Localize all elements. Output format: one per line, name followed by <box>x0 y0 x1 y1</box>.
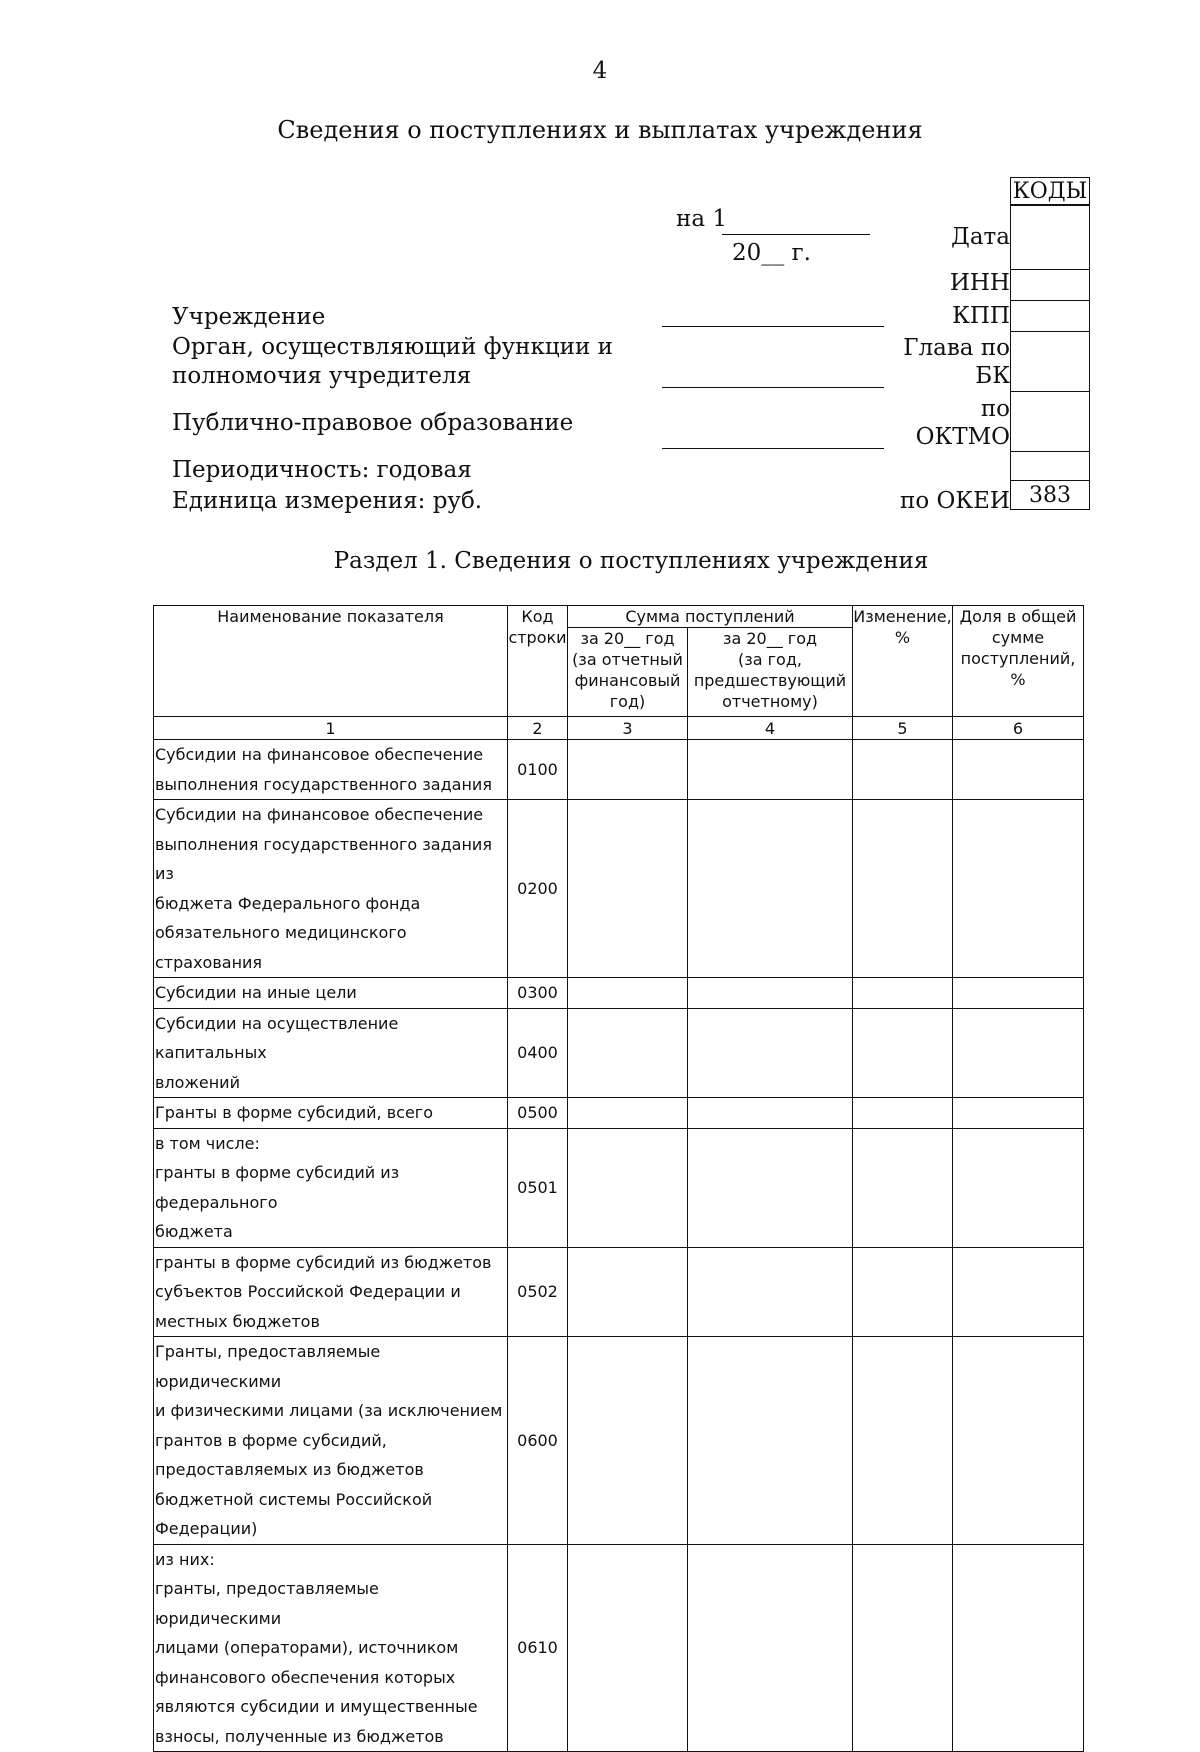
code-label-inn: ИНН <box>949 270 1010 296</box>
code-label-okei: по ОКЕИ <box>900 488 1010 514</box>
sum-previous-cell[interactable] <box>688 1247 853 1337</box>
column-number: 1 <box>154 717 508 740</box>
indicator-name <box>154 1337 508 1545</box>
share-cell[interactable] <box>953 1098 1084 1129</box>
sum-previous-cell[interactable] <box>688 800 853 978</box>
sum-current-cell[interactable] <box>568 800 688 978</box>
row-code: 0400 <box>508 1008 568 1098</box>
indicator-name-line: взносы, полученные из бюджетов <box>155 1726 444 1746</box>
sum-current-cell[interactable] <box>568 1008 688 1098</box>
table-row <box>154 1098 1084 1129</box>
indicator-name-line: субъектов Российской Федерации и <box>155 1282 461 1301</box>
page-number: 4 <box>592 58 608 84</box>
unit-label: Единица измерения: руб. <box>172 488 483 514</box>
sum-current-cell[interactable] <box>568 1544 688 1752</box>
code-cell-periodicity <box>1011 452 1090 481</box>
row-code: 0500 <box>508 1098 568 1129</box>
code-label-date: Дата <box>951 224 1010 250</box>
row-code: 0502 <box>508 1247 568 1337</box>
table-row <box>154 1128 1084 1247</box>
column-numbers-row <box>154 717 1084 740</box>
header-code: Код строки <box>508 606 568 717</box>
indicator-name-line: Субсидии на финансовое обеспечение <box>155 805 484 824</box>
share-cell[interactable] <box>953 800 1084 978</box>
indicator-name-line: грантов в форме субсидий, <box>155 1430 387 1450</box>
sum-previous-cell[interactable] <box>688 978 853 1009</box>
public-entity-underline <box>662 448 884 449</box>
indicator-name-line: Гранты, предоставляемые юридическими <box>155 1342 381 1391</box>
sum-previous-cell[interactable] <box>688 1544 853 1752</box>
sum-current-cell[interactable] <box>568 978 688 1009</box>
indicator-name <box>154 1247 508 1337</box>
table-row <box>154 1544 1084 1752</box>
indicator-name-line: являются субсидии и имущественные <box>155 1697 478 1716</box>
table-row <box>154 800 1084 978</box>
indicator-name-line: Федерации) <box>155 1519 258 1538</box>
indicator-name-line: из них: <box>155 1549 215 1569</box>
row-code: 0200 <box>508 800 568 978</box>
indicator-name-line: бюджета Федерального фонда <box>155 893 421 913</box>
institution-label: Учреждение <box>172 304 326 330</box>
indicator-name-line: вложений <box>155 1072 240 1092</box>
indicator-name-line: Субсидии на финансовое обеспечение <box>155 745 484 764</box>
indicator-name-line: Субсидии на осуществление капитальных <box>155 1013 399 1062</box>
code-cell-oktmo <box>1011 392 1090 452</box>
table-row <box>154 1337 1084 1545</box>
sum-current-cell[interactable] <box>568 1247 688 1337</box>
indicator-name-line: Гранты в форме субсидий, всего <box>155 1103 433 1122</box>
table-row <box>154 740 1084 800</box>
header-sum-group: Сумма поступлений <box>568 606 853 628</box>
sum-current-cell[interactable] <box>568 1128 688 1247</box>
indicator-name <box>154 740 508 800</box>
indicator-name <box>154 800 508 978</box>
indicator-name-line: в том числе: <box>155 1133 260 1153</box>
column-number: 6 <box>953 717 1084 740</box>
code-label-oktmo-line2: ОКТМО <box>915 424 1010 450</box>
institution-underline <box>662 326 884 327</box>
founder-label-line1: Орган, осуществляющий функции и <box>172 334 613 360</box>
founder-underline <box>662 387 884 388</box>
table-row <box>154 1008 1084 1098</box>
code-cell-date <box>1011 205 1090 270</box>
indicator-name <box>154 1544 508 1752</box>
code-label-glava-line1: Глава по <box>903 335 1010 361</box>
change-cell[interactable] <box>853 978 953 1009</box>
public-entity-label: Публично-правовое образование <box>172 410 574 436</box>
change-cell[interactable] <box>853 1128 953 1247</box>
founder-label-line2: полномочия учредителя <box>172 363 472 389</box>
sum-previous-cell[interactable] <box>688 1008 853 1098</box>
code-label-kpp: КПП <box>952 303 1010 329</box>
table-row <box>154 978 1084 1009</box>
share-cell[interactable] <box>953 978 1084 1009</box>
sum-previous-cell[interactable] <box>688 1128 853 1247</box>
indicator-name-line: гранты, предоставляемые юридическими <box>155 1579 379 1628</box>
indicator-name <box>154 1008 508 1098</box>
column-number: 5 <box>853 717 953 740</box>
indicator-name-line: обязательного медицинского страхования <box>155 923 407 972</box>
indicator-name-line: лицами (операторами), источником <box>155 1638 459 1657</box>
change-cell[interactable] <box>853 1008 953 1098</box>
sum-current-cell[interactable] <box>568 740 688 800</box>
section-title: Раздел 1. Сведения о поступлениях учреждения <box>333 548 929 574</box>
code-label-glava-line2: БК <box>975 363 1010 389</box>
sum-current-cell[interactable] <box>568 1098 688 1129</box>
indicator-name-line: бюджетной системы Российской <box>155 1489 433 1509</box>
table-row <box>154 1247 1084 1337</box>
header-share: Доля в общей сумме поступлений, % <box>953 606 1084 717</box>
code-cell-inn <box>1011 270 1090 301</box>
codes-header: КОДЫ <box>1011 178 1090 206</box>
sum-current-cell[interactable] <box>568 1337 688 1545</box>
indicator-name <box>154 1098 508 1129</box>
sum-previous-cell[interactable] <box>688 1098 853 1129</box>
code-label-oktmo-line1: по <box>980 396 1010 422</box>
row-code: 0610 <box>508 1544 568 1752</box>
share-cell[interactable] <box>953 1247 1084 1337</box>
code-cell-glava <box>1011 332 1090 392</box>
indicator-name-line: и физическими лицами (за исключением <box>155 1401 503 1420</box>
indicator-name-line: выполнения государственного задания из <box>155 834 492 883</box>
indicator-name-line: гранты в форме субсидий из бюджетов <box>155 1252 492 1272</box>
share-cell[interactable] <box>953 1008 1084 1098</box>
change-cell[interactable] <box>853 1247 953 1337</box>
row-code: 0300 <box>508 978 568 1009</box>
row-code: 0100 <box>508 740 568 800</box>
header-name: Наименование показателя <box>154 606 508 717</box>
code-cell-okei: 383 <box>1011 481 1090 510</box>
indicator-name-line: Субсидии на иные цели <box>155 983 357 1002</box>
share-cell[interactable] <box>953 740 1084 800</box>
indicator-name-line: выполнения государственного задания <box>155 774 492 794</box>
indicator-name-line: местных бюджетов <box>155 1311 320 1331</box>
code-cell-kpp <box>1011 301 1090 332</box>
column-number: 2 <box>508 717 568 740</box>
column-number: 3 <box>568 717 688 740</box>
indicator-name-line: гранты в форме субсидий из федерального <box>155 1163 400 1212</box>
document-title: Сведения о поступлениях и выплатах учреждения <box>277 116 923 144</box>
change-cell[interactable] <box>853 740 953 800</box>
codes-box <box>1010 177 1090 510</box>
receipts-table <box>153 605 1084 1752</box>
header-sum-previous: за 20__ год (за год, предшествующий отчетному) <box>688 628 853 717</box>
share-cell[interactable] <box>953 1337 1084 1545</box>
indicator-name-line: предоставляемых из бюджетов <box>155 1460 424 1479</box>
column-number: 4 <box>688 717 853 740</box>
header-sum-current: за 20__ год (за отчетный финансовый год) <box>568 628 688 717</box>
sum-previous-cell[interactable] <box>688 740 853 800</box>
change-cell[interactable] <box>853 1544 953 1752</box>
row-code: 0501 <box>508 1128 568 1247</box>
share-cell[interactable] <box>953 1128 1084 1247</box>
indicator-name <box>154 978 508 1009</box>
date-prefix: на 1 <box>676 206 727 232</box>
header-change: Изменение, % <box>853 606 953 717</box>
change-cell[interactable] <box>853 1098 953 1129</box>
indicator-name-line: бюджета <box>155 1222 233 1241</box>
indicator-name <box>154 1128 508 1247</box>
date-year: 20__ г. <box>732 240 811 266</box>
share-cell[interactable] <box>953 1544 1084 1752</box>
sum-previous-cell[interactable] <box>688 1337 853 1545</box>
periodicity-label: Периодичность: годовая <box>172 457 472 483</box>
row-code: 0600 <box>508 1337 568 1545</box>
date-underline <box>722 234 870 235</box>
change-cell[interactable] <box>853 1337 953 1545</box>
indicator-name-line: финансового обеспечения которых <box>155 1667 456 1687</box>
change-cell[interactable] <box>853 800 953 978</box>
